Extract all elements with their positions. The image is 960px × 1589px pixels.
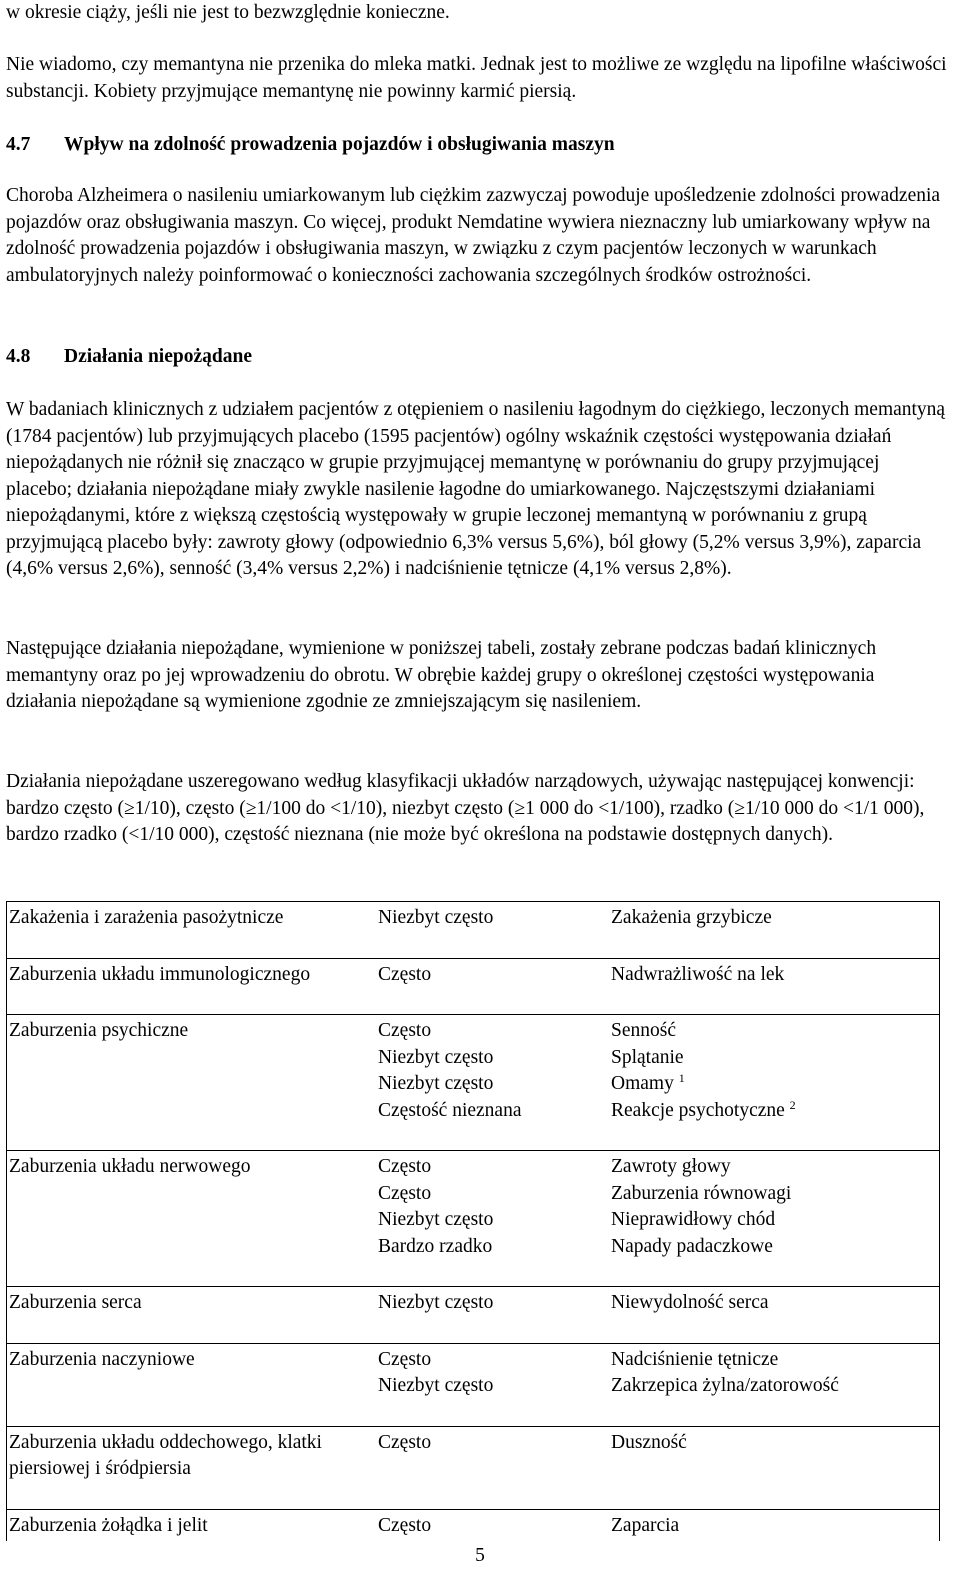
adverse-effect-text: Splątanie (611, 1046, 684, 1068)
frequency-text: Często (378, 963, 432, 985)
adverse-effect-item (611, 1045, 939, 1072)
table-row (7, 1343, 940, 1426)
organ-class-cell (7, 1509, 379, 1541)
organ-class-cell (7, 1426, 379, 1509)
section-heading-4-8 (6, 344, 252, 371)
adverse-effect-text: Omamy (611, 1073, 674, 1094)
frequency-text: Bardzo rzadko (378, 1235, 493, 1257)
page-number: 5 (475, 1545, 485, 1566)
organ-class-text: Zakażenia i zarażenia pasożytnicze (9, 907, 284, 928)
frequency-cell (378, 1015, 611, 1151)
frequency-text: Często (378, 1514, 432, 1536)
adverse-effect-cell (611, 958, 940, 1015)
adverse-effect-text: Zaburzenia równowagi (611, 1182, 792, 1204)
table-row (7, 1151, 940, 1287)
frequency-cell (378, 1426, 611, 1509)
section-number: 4.7 (6, 134, 31, 155)
adverse-effect-item (611, 1207, 939, 1234)
adverse-effect-item (611, 1234, 939, 1261)
adverse-effect-cell (611, 1509, 940, 1541)
adverse-effect-item (611, 1290, 939, 1317)
organ-class-text: Zaburzenia układu nerwowego (9, 1156, 251, 1177)
organ-class-cell (7, 1015, 379, 1151)
section-number: 4.8 (6, 346, 31, 367)
table-intro-paragraph: Następujące działania niepożądane, wymienione w poniższej tabeli, zostały zebrane podczas badań klinicznych memantyny oraz po jej wprowadzeniu do obrotu. W obrębie każdej grupy o określonej częstości występowania działania niepożądane są wymienione zgodnie ze zmniejszającym się nasileniem. (6, 638, 877, 712)
footnote-marker: 1 (678, 1071, 685, 1085)
adverse-effect-cell (611, 1426, 940, 1509)
adverse-effect-item (611, 1513, 939, 1540)
frequency-text: Częstość nieznana (378, 1099, 522, 1121)
organ-class-cell (7, 958, 379, 1015)
frequency-text: Często (378, 1020, 432, 1041)
adverse-effect-text: Zawroty głowy (611, 1156, 731, 1177)
frequency-text: Często (378, 1431, 432, 1453)
adverse-effect-item (611, 1373, 939, 1400)
breastfeeding-paragraph: Nie wiadomo, czy memantyna nie przenika do mleka matki. Jednak jest to możliwe ze względu na lipofilne właściwości substancji. Kobiety przyjmujące memantynę nie powinny karmić piersią. (6, 54, 947, 102)
footnote-marker: 2 (789, 1097, 796, 1112)
organ-class-text: Zaburzenia naczyniowe (9, 1348, 195, 1370)
adverse-effect-text: Napady padaczkowe (611, 1235, 773, 1257)
adverse-effect-text: Senność (611, 1020, 676, 1041)
frequency-convention-paragraph: Działania niepożądane uszeregowano według klasyfikacji układów narządowych, używając następującej konwencji: bardzo często (≥1/10), często (≥1/100 do <1/10), niezbyt często (≥1 000 do <1/100), rzadko (≥1/10 000 do <1/1 000), bardzo rzadko (<1/10 000), częstość nieznana (nie może być określona na podstawie dostępnych danych). (6, 771, 925, 845)
adverse-effect-item (611, 962, 939, 989)
organ-class-text: Zaburzenia układu immunologicznego (9, 963, 311, 985)
adverse-effect-text: Nadciśnienie tętnicze (611, 1348, 779, 1370)
adverse-effect-cell (611, 1343, 940, 1426)
driving-paragraph: Choroba Alzheimera o nasileniu umiarkowanym lub ciężkim zazwyczaj powoduje upośledzenie zdolności prowadzenia pojazdów oraz obsługiwania maszyn. Co więcej, produkt Nemdatine wywiera nieznaczny lub umiarkowany wpływ na zdolność prowadzenia pojazdów i obsługiwania maszyn, w związku z czym pacjentów leczonych w warunkach ambulatoryjnych należy poinformować o konieczności zachowania szczególnych środków ostrożności. (6, 185, 941, 286)
adverse-effect-cell (611, 1287, 940, 1344)
frequency-text: Niezbyt często (378, 1073, 494, 1094)
organ-class-cell (7, 1287, 379, 1344)
frequency-text: Często (378, 1348, 432, 1370)
section-title: Działania niepożądane (64, 346, 252, 367)
adverse-effect-cell (611, 1151, 940, 1287)
frequency-cell (378, 902, 611, 959)
clinical-trials-paragraph: W badaniach klinicznych z udziałem pacjentów z otępieniem o nasileniu łagodnym do ciężkiego, leczonych memantyną (1784 pacjentów) lub przyjmujących placebo (1595 pacjentów) ogólny wskaźnik częstości występowania działań niepożądanych nie różnił się znacząco w grupie przyjmującej memantynę w porównaniu do grupy przyjmującej placebo; działania niepożądane miały zwykle nasilenie łagodne do umiarkowanego. Najczęstszymi działaniami niepożądanymi, które z większą częstością występowały w grupie leczonej memantyną w porównaniu z grupą przyjmującą placebo były: zawroty głowy (odpowiednio 6,3% versus 5,6%), ból głowy (5,2% versus 3,9%), zaparcia (4,6% versus 2,6%), senność (3,4% versus 2,2%) i nadciśnienie tętnicze (4,1% versus 2,8%). (6, 399, 946, 579)
adverse-effect-item (611, 1098, 939, 1125)
section-title: Wpływ na zdolność prowadzenia pojazdów i obsługiwania maszyn (64, 134, 615, 155)
frequency-cell (378, 1287, 611, 1344)
frequency-text: Często (378, 1156, 432, 1177)
adverse-effect-item (611, 1347, 939, 1374)
frequency-text: Niezbyt często (378, 1209, 494, 1230)
table-row (7, 1509, 940, 1541)
organ-class-text: Zaburzenia psychiczne (9, 1020, 189, 1041)
adverse-reactions-table (6, 901, 940, 1541)
adverse-effect-item (611, 1018, 939, 1045)
frequency-cell (378, 958, 611, 1015)
frequency-text: Niezbyt często (378, 907, 494, 928)
adverse-effect-text: Zakażenia grzybicze (611, 907, 772, 928)
adverse-effect-item (611, 1154, 939, 1181)
frequency-text: Często (378, 1182, 432, 1204)
table-row (7, 958, 940, 1015)
adverse-effect-text: Reakcje psychotyczne (611, 1099, 785, 1121)
frequency-cell (378, 1151, 611, 1287)
adverse-effect-text: Nieprawidłowy chód (611, 1209, 776, 1230)
table-row (7, 1015, 940, 1151)
organ-class-text: Zaburzenia serca (9, 1292, 142, 1313)
top-line: w okresie ciąży, jeśli nie jest to bezwzględnie konieczne. (6, 2, 450, 23)
adverse-effect-item (611, 1181, 939, 1208)
organ-class-cell (7, 902, 379, 959)
adverse-effect-text: Nadwrażliwość na lek (611, 963, 785, 985)
adverse-effect-text: Duszność (611, 1431, 687, 1453)
adverse-effect-text: Zaparcia (611, 1514, 680, 1536)
adverse-effect-text: Niewydolność serca (611, 1292, 769, 1313)
table-row (7, 1287, 940, 1344)
frequency-text: Niezbyt często (378, 1046, 494, 1068)
frequency-cell (378, 1343, 611, 1426)
organ-class-cell (7, 1151, 379, 1287)
adverse-effect-cell (611, 1015, 940, 1151)
adverse-effect-item (611, 1430, 939, 1457)
frequency-text: Niezbyt często (378, 1292, 494, 1313)
section-heading-4-7 (6, 132, 615, 159)
adverse-effect-item (611, 1071, 939, 1098)
table-row (7, 1426, 940, 1509)
table-row (7, 902, 940, 959)
adverse-effect-text: Zakrzepica żylna/zatorowość (611, 1375, 839, 1396)
organ-class-text: Zaburzenia żołądka i jelit (9, 1514, 208, 1536)
organ-class-cell (7, 1343, 379, 1426)
frequency-text: Niezbyt często (378, 1375, 494, 1396)
adverse-effect-item (611, 905, 939, 932)
adverse-effect-cell (611, 902, 940, 959)
frequency-cell (378, 1509, 611, 1541)
organ-class-text: Zaburzenia układu oddechowego, klatki piersiowej i śródpiersia (9, 1431, 322, 1479)
